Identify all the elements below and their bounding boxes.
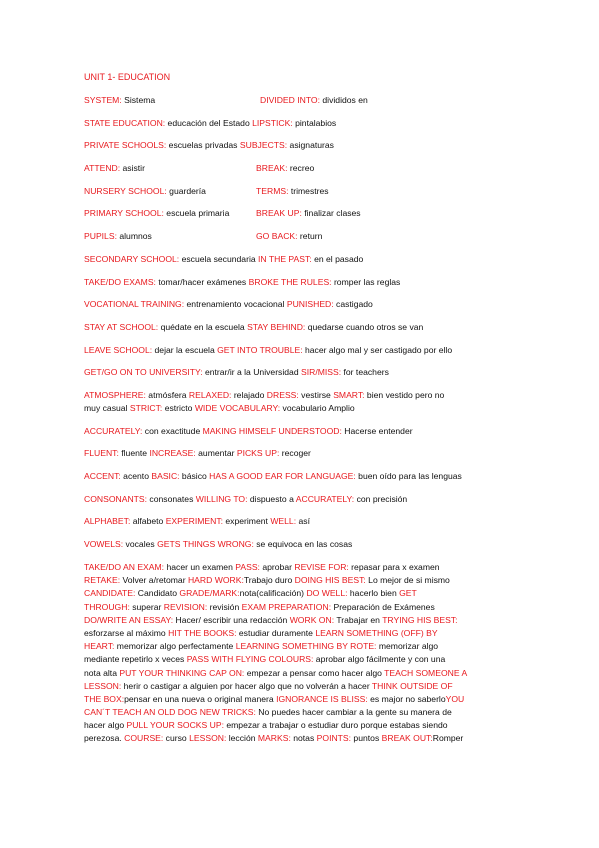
term: REVISE FOR: <box>294 562 349 572</box>
translation: herir o castigar a alguien por hacer algo que no volverán a hacer <box>121 680 372 691</box>
paragraph-line <box>84 641 516 652</box>
term: PULL YOUR SOCKS UP: <box>126 720 224 731</box>
term: SYSTEM: <box>84 95 122 105</box>
translation: aprobar algo fácilmente y con una <box>313 654 446 665</box>
translation: alumnos <box>116 231 152 242</box>
vocab-line <box>84 426 524 437</box>
paragraph-line <box>84 588 516 599</box>
term: DO/WRITE AN ESSAY: <box>84 614 174 625</box>
term: THINK OUTSIDE OF <box>371 680 453 691</box>
term: HIT THE BOOKS: <box>168 627 237 638</box>
translation: Sistema <box>121 95 156 105</box>
paragraph-line <box>84 615 516 626</box>
vocab-line <box>84 140 524 151</box>
vocabulary-list <box>84 95 524 562</box>
term: PASS: <box>235 562 260 572</box>
vocab-right-entry <box>256 231 322 242</box>
term: GO BACK: <box>256 231 298 242</box>
vocab-line <box>84 322 524 333</box>
term: STATE EDUCATION: <box>84 117 166 128</box>
vocab-line <box>84 494 524 505</box>
exam-vocabulary-paragraph <box>84 562 516 747</box>
translation: mediante repetirlo x veces <box>84 654 187 665</box>
translation: pintalabios <box>292 117 337 128</box>
translation: hacer algo mal y ser castigado por ello <box>302 344 453 355</box>
translation: Volver a/retomar <box>120 575 188 586</box>
term: TERMS: <box>256 185 289 196</box>
translation: vocales <box>123 538 158 549</box>
term: BASIC: <box>151 470 180 481</box>
translation: escuela secundaria <box>179 253 259 264</box>
translation: muy casual <box>84 402 130 413</box>
translation: se equivoca en las cosas <box>253 538 353 549</box>
translation: entrenamiento vocacional <box>184 299 287 310</box>
translation: Trabajo duro <box>243 575 295 586</box>
translation: repasar para x examen <box>348 562 440 572</box>
translation: con exactitude <box>142 425 203 436</box>
translation: empezar a trabajar o estudiar duro porque estabas siendo <box>223 720 448 731</box>
term: PUNISHED: <box>286 299 334 310</box>
paragraph-line <box>84 668 516 679</box>
vocab-line <box>84 277 524 288</box>
translation: Hacer/ escribir una redacción <box>173 614 290 625</box>
vocab-line <box>84 539 524 550</box>
vocab-line <box>84 163 524 174</box>
translation: estudiar duramente <box>236 627 316 638</box>
term: BROKE THE RULES: <box>248 276 332 287</box>
translation: hacerlo bien <box>347 588 400 599</box>
translation: No puedes hacer cambiar a la gente su manera de <box>255 707 452 718</box>
vocab-line <box>84 95 524 106</box>
term: REVISION: <box>163 601 208 612</box>
translation: revisión <box>207 601 242 612</box>
vocab-line <box>84 516 524 527</box>
term: EXPERIMENT: <box>165 516 224 527</box>
vocab-line <box>84 254 524 265</box>
translation: es major no saberlo <box>367 693 446 704</box>
translation: bien vestido pero no <box>364 389 445 400</box>
term: SECONDARY SCHOOL: <box>84 253 180 264</box>
term: BREAK OUT: <box>381 733 433 744</box>
term: LIPSTICK: <box>252 117 293 128</box>
term: STRICT: <box>129 402 163 413</box>
translation: dispuesto a <box>247 493 296 504</box>
translation: lección <box>226 733 258 744</box>
term: PRIMARY SCHOOL: <box>84 208 164 219</box>
term: STAY BEHIND: <box>247 321 306 332</box>
term: IN THE PAST: <box>258 253 312 264</box>
translation: empezar a pensar como hacer algo <box>244 667 385 678</box>
paragraph-line <box>84 707 516 718</box>
term: HAS A GOOD EAR FOR LANGUAGE: <box>209 470 356 481</box>
translation: aumentar <box>195 448 237 459</box>
vocab-line <box>84 299 524 310</box>
term: NURSERY SCHOOL: <box>84 185 167 196</box>
term: BREAK: <box>256 163 288 174</box>
vocab-line <box>84 231 524 242</box>
translation: consonates <box>147 493 196 504</box>
term: DIVIDED INTO: <box>260 95 321 105</box>
vocab-right-entry <box>256 186 329 197</box>
term: PASS WITH FLYING COLOURS: <box>186 654 314 665</box>
paragraph-line <box>84 562 516 573</box>
translation: relajado <box>231 389 267 400</box>
term: STAY AT SCHOOL: <box>84 321 159 332</box>
vocab-line <box>84 118 524 129</box>
translation: quedarse cuando otros se van <box>305 321 424 332</box>
translation: perezosa. <box>84 733 125 744</box>
term: ACCURATELY: <box>295 493 355 504</box>
paragraph-line <box>84 602 516 613</box>
translation: así <box>296 516 310 527</box>
translation: finalizar clases <box>301 208 361 219</box>
translation: guardería <box>166 185 206 196</box>
term: GETS THINGS WRONG: <box>157 538 254 549</box>
translation: romper las reglas <box>331 276 401 287</box>
vocab-line <box>84 403 524 414</box>
paragraph-line <box>84 628 516 639</box>
translation: dejar la escuela <box>152 344 218 355</box>
vocab-line <box>84 390 524 401</box>
term: PUT YOUR THINKING CAP ON: <box>119 667 245 678</box>
translation: esforzarse al máximo <box>84 627 169 638</box>
translation: Trabajar en <box>334 614 383 625</box>
vocab-line <box>84 345 524 356</box>
term: POINTS: <box>316 733 352 744</box>
term: ATTEND: <box>84 163 121 174</box>
term: TAKE/DO AN EXAM: <box>84 562 165 572</box>
term: LEARNING SOMETHING BY ROTE: <box>235 641 377 652</box>
paragraph-line <box>84 681 516 692</box>
vocab-right-entry <box>260 95 368 106</box>
term: YOU <box>445 693 465 704</box>
translation: recreo <box>287 163 315 174</box>
term: ALPHABET: <box>84 516 131 527</box>
translation: Candidato <box>135 588 180 599</box>
term: SIR/MISS: <box>301 367 342 378</box>
translation: Hacerse entender <box>341 425 413 436</box>
unit-title: UNIT 1- EDUCATION <box>84 72 171 82</box>
vocab-line <box>84 448 524 459</box>
term: GET <box>399 588 417 599</box>
translation: hacer un examen <box>164 562 236 572</box>
term: PICKS UP: <box>236 448 280 459</box>
term: TRYING HIS BEST: <box>382 614 458 625</box>
term: THE BOX: <box>84 693 125 704</box>
term: VOCATIONAL TRAINING: <box>84 299 185 310</box>
term: ATMOSPHERE: <box>84 389 146 400</box>
term: DO WELL: <box>306 588 348 599</box>
translation: alfabeto <box>130 516 166 527</box>
translation: vestirse <box>298 389 334 400</box>
term: RELAXED: <box>188 389 232 400</box>
translation: nota(calificación) <box>239 588 307 599</box>
term: EXAM PREPARATION: <box>241 601 332 612</box>
term: THROUGH: <box>84 601 130 612</box>
term: FLUENT: <box>84 448 119 459</box>
paragraph-line <box>84 720 516 731</box>
translation: escuelas privadas <box>166 140 240 151</box>
vocab-line <box>84 186 524 197</box>
translation: quédate en la escuela <box>158 321 248 332</box>
term: RETAKE: <box>84 575 121 586</box>
translation: castigado <box>333 299 373 310</box>
translation: buen oído para las lenguas <box>355 470 462 481</box>
translation: Romper <box>432 733 464 744</box>
translation: aprobar <box>259 562 295 572</box>
vocab-line <box>84 367 524 378</box>
term: WILLING TO: <box>195 493 248 504</box>
vocab-line <box>84 208 524 219</box>
term: INCREASE: <box>149 448 196 459</box>
translation: fluente <box>118 448 150 459</box>
translation: asignaturas <box>287 140 334 151</box>
translation: en el pasado <box>311 253 364 264</box>
term: WORK ON: <box>289 614 335 625</box>
paragraph-line <box>84 733 516 744</box>
term: HARD WORK: <box>187 575 244 586</box>
term: TAKE/DO EXAMS: <box>84 276 156 287</box>
term: PRIVATE SCHOOLS: <box>84 140 167 151</box>
vocab-right-entry <box>256 208 361 219</box>
translation: divididos en <box>320 95 368 105</box>
translation: recoger <box>279 448 311 459</box>
translation: acento <box>120 470 152 481</box>
translation: trimestres <box>288 185 329 196</box>
translation: pensar en una nueva o original manera <box>124 693 277 704</box>
translation: asistir <box>120 163 145 174</box>
translation: memorizar algo perfectamente <box>114 641 236 652</box>
translation: educación del Estado <box>165 117 253 128</box>
translation: for teachers <box>341 367 389 378</box>
translation: return <box>297 231 323 242</box>
translation: básico <box>179 470 210 481</box>
term: GRADE/MARK: <box>179 588 240 599</box>
term: VOWELS: <box>84 538 124 549</box>
term: LEARN SOMETHING (OFF) BY <box>315 627 438 638</box>
translation: escuela primaria <box>163 208 230 219</box>
translation: superar <box>129 601 164 612</box>
translation: Preparación de Exámenes <box>331 601 435 612</box>
vocab-right-entry <box>256 163 314 174</box>
term: GET/GO ON TO UNIVERSITY: <box>84 367 203 378</box>
term: CAN´T TEACH AN OLD DOG NEW TRICKS: <box>84 707 256 718</box>
translation: entrar/ir a la Universidad <box>202 367 301 378</box>
term: MARKS: <box>257 733 291 744</box>
term: IGNORANCE IS BLISS: <box>276 693 368 704</box>
paragraph-line <box>84 654 516 665</box>
term: ACCURATELY: <box>84 425 143 436</box>
translation: vocabulario Amplio <box>280 402 355 413</box>
translation: Lo mejor de si mismo <box>365 575 450 586</box>
translation: tomar/hacer exámenes <box>155 276 249 287</box>
term: WELL: <box>270 516 297 527</box>
term: LEAVE SCHOOL: <box>84 344 153 355</box>
paragraph-line <box>84 575 516 586</box>
term: CONSONANTS: <box>84 493 148 504</box>
term: WIDE VOCABULARY: <box>194 402 281 413</box>
translation: estricto <box>162 402 195 413</box>
term: BREAK UP: <box>256 208 302 219</box>
term: LESSON: <box>189 733 227 744</box>
translation: con precisión <box>354 493 408 504</box>
translation: nota alta <box>84 667 120 678</box>
vocab-line <box>84 471 524 482</box>
term: HEART: <box>84 641 115 652</box>
term: SUBJECTS: <box>239 140 288 151</box>
translation: hacer algo <box>84 720 127 731</box>
term: DOING HIS BEST: <box>294 575 366 586</box>
translation: memorizar algo <box>376 641 439 652</box>
term: PUPILS: <box>84 231 117 242</box>
term: MAKING HIMSELF UNDERSTOOD: <box>202 425 342 436</box>
term: GET INTO TROUBLE: <box>217 344 303 355</box>
term: ACCENT: <box>84 470 121 481</box>
translation: curso <box>163 733 190 744</box>
term: COURSE: <box>124 733 164 744</box>
paragraph-line <box>84 694 516 705</box>
term: LESSON: <box>84 680 122 691</box>
translation: notas <box>290 733 317 744</box>
term: CANDIDATE: <box>84 588 136 599</box>
term: DRESS: <box>266 389 299 400</box>
translation: experiment <box>223 516 271 527</box>
term: TEACH SOMEONE A <box>384 667 468 678</box>
translation: puntos <box>351 733 382 744</box>
translation: atmósfera <box>145 389 189 400</box>
term: SMART: <box>333 389 365 400</box>
